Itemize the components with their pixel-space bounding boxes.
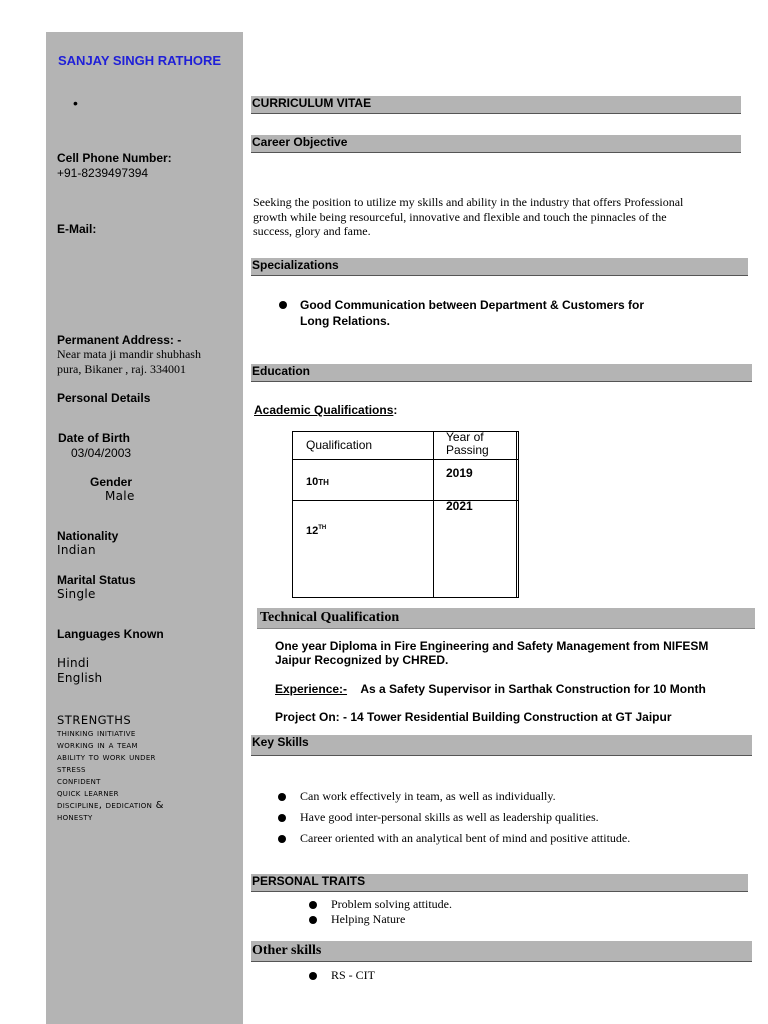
education-bar <box>251 364 752 382</box>
table-header-year-line: Year of <box>446 430 484 444</box>
key-skills-bar <box>251 735 752 756</box>
table-cell-sup: TH <box>318 525 327 531</box>
strength-item: honesty <box>57 812 93 823</box>
address-line-2: pura, Bikaner , raj. 334001 <box>57 362 186 376</box>
strengths-list <box>57 728 164 824</box>
cv-title: CURRICULUM VITAE <box>252 96 372 110</box>
experience-line <box>275 682 706 696</box>
table-row-divider <box>292 500 518 501</box>
specialization-line: Good Communication between Department & Customers for <box>300 298 645 312</box>
skill-item: Can work effectively in team, as well as individually. <box>300 789 556 803</box>
personal-details-heading: Personal Details <box>57 391 151 405</box>
email-label: E-Mail: <box>57 222 97 236</box>
phone-value: +91-8239497394 <box>57 166 149 180</box>
objective-line: Seeking the position to utilize my skills and ability in the industry that offers Professional <box>253 195 684 209</box>
skill-item: Career oriented with an analytical bent of mind and positive attitude. <box>300 831 631 845</box>
languages-label: Languages Known <box>57 627 164 641</box>
gender-label: Gender <box>90 475 133 489</box>
trait-item: Helping Nature <box>331 912 406 926</box>
sidebar <box>46 32 243 1024</box>
academic-label: Academic Qualifications <box>254 403 394 417</box>
table-cell-year: 2021 <box>446 499 473 513</box>
education-heading: Education <box>252 364 311 378</box>
bullet-marker: • <box>73 95 78 111</box>
bullet-icon <box>279 301 287 309</box>
specialization-text <box>300 297 644 329</box>
dob-label: Date of Birth <box>58 431 130 445</box>
strength-item: discipline, dedication & <box>57 800 164 811</box>
technical-heading: Technical Qualification <box>260 610 400 625</box>
bullet-icon <box>309 901 317 909</box>
table-cell-sup: TH <box>318 478 329 487</box>
other-skill-item: RS - CIT <box>331 968 376 982</box>
bullet-icon <box>278 814 286 822</box>
table-double-border <box>516 431 517 598</box>
skill-item: Have good inter-personal skills as well as leadership qualities. <box>300 810 599 824</box>
technical-bar <box>257 608 755 629</box>
strengths-heading: STRENGTHS <box>57 713 132 727</box>
table-row <box>306 525 326 537</box>
objective-line: success, glory and fame. <box>253 224 371 238</box>
strength-item: thinking initiative <box>57 728 136 739</box>
phone-label: Cell Phone Number: <box>57 151 172 165</box>
academic-heading <box>254 403 397 417</box>
table-row <box>306 476 329 488</box>
marital-value: Single <box>57 587 96 601</box>
specialization-line: Long Relations. <box>300 314 390 328</box>
language-item: English <box>57 671 103 685</box>
language-item: Hindi <box>57 656 90 670</box>
strength-item: quick learner <box>57 788 119 799</box>
address-line-1: Near mata ji mandir shubhash <box>57 347 201 361</box>
personal-traits-bar <box>251 874 748 892</box>
personal-traits-heading: PERSONAL TRAITS <box>252 874 366 888</box>
table-header-divider <box>292 459 518 460</box>
candidate-name: SANJAY SINGH RATHORE <box>58 53 222 68</box>
address-label: Permanent Address: - <box>57 333 182 347</box>
specializations-bar <box>251 258 748 276</box>
strength-item: working in a team <box>57 740 138 751</box>
objective-line: growth while being resourceful, innovative and flexible and touch the pinnacles of the <box>253 209 667 224</box>
trait-item: Problem solving attitude. <box>331 897 452 911</box>
strength-item: confident <box>57 776 101 787</box>
table-cell-qualification: 12 <box>306 525 319 537</box>
strength-item: ability to work under <box>57 752 156 763</box>
table-header-year <box>446 431 489 457</box>
career-objective-heading: Career Objective <box>252 135 348 149</box>
table-cell-qualification: 10 <box>306 476 319 488</box>
cv-title-bar <box>251 96 741 114</box>
specializations-heading: Specializations <box>252 258 339 272</box>
bullet-icon <box>309 972 317 980</box>
key-skills-heading: Key Skills <box>252 735 309 749</box>
gender-value: Male <box>105 489 135 503</box>
table-header-qualification: Qualification <box>306 438 373 452</box>
bullet-icon <box>278 835 286 843</box>
project-text: Project On: - 14 Tower Residential Building Construction at GT Jaipur <box>275 710 672 724</box>
nationality-value: Indian <box>57 543 96 557</box>
experience-label: Experience:- <box>275 682 348 696</box>
other-skills-heading: Other skills <box>252 943 322 958</box>
experience-text: As a Safety Supervisor in Sarthak Construction for 10 Month <box>360 682 706 696</box>
table-cell-year: 2019 <box>446 466 473 480</box>
dob-value: 03/04/2003 <box>71 446 132 460</box>
diploma-line: One year Diploma in Fire Engineering and Safety Management from NIFESM <box>275 639 709 653</box>
table-header-year-line: Passing <box>446 443 489 457</box>
diploma-line: Jaipur Recognized by CHRED. <box>275 653 449 667</box>
bullet-icon <box>278 793 286 801</box>
bullet-icon <box>309 916 317 924</box>
diploma-text <box>275 639 708 667</box>
career-objective-bar <box>251 135 741 153</box>
nationality-label: Nationality <box>57 529 119 543</box>
marital-label: Marital Status <box>57 573 136 587</box>
objective-text <box>253 195 733 239</box>
table-column-divider <box>433 431 434 598</box>
other-skills-bar <box>251 941 752 962</box>
strength-item: stress <box>57 764 86 775</box>
academic-colon: : <box>393 403 398 417</box>
